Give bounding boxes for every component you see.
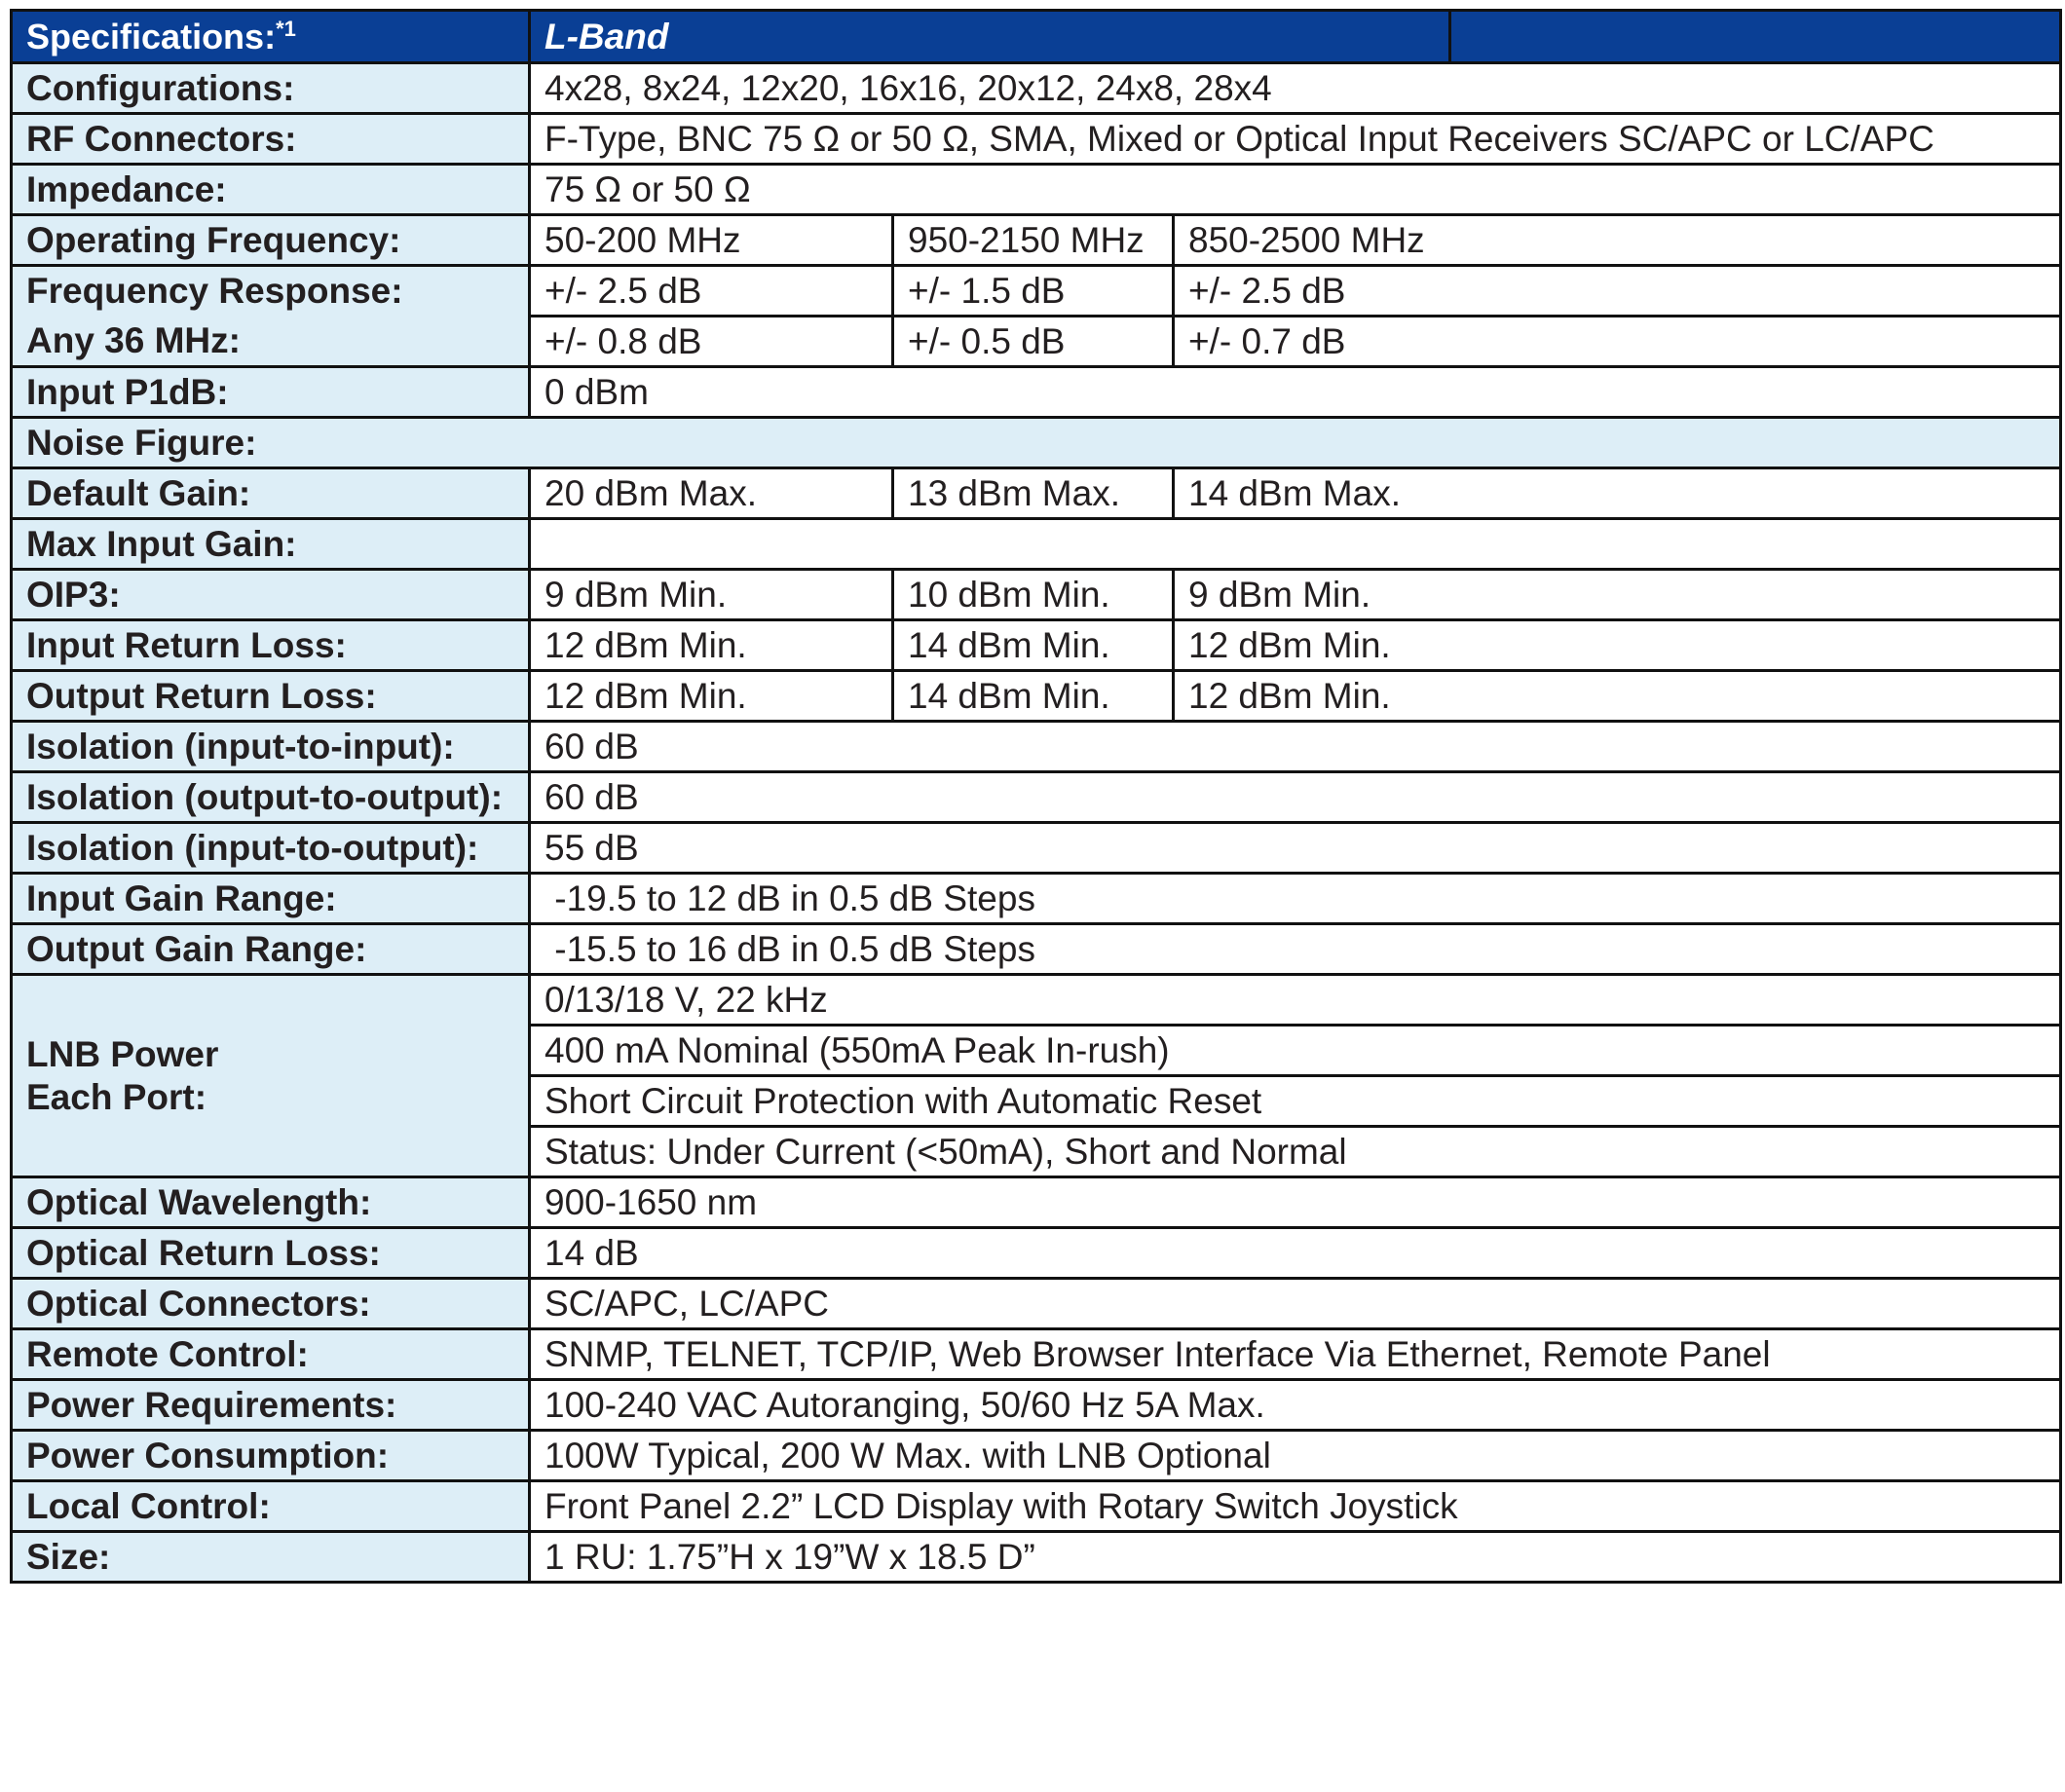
value-input-p1db: 0 dBm (530, 367, 2061, 418)
label-any-36-mhz: Any 36 MHz: (12, 317, 530, 367)
row-size (12, 1532, 2061, 1583)
label-oip3: OIP3: (12, 570, 530, 620)
spec-header-cell (12, 11, 530, 63)
row-optical-return-loss (12, 1228, 2061, 1279)
value-frequency-response-1: +/- 2.5 dB (530, 266, 893, 317)
label-output-return-loss: Output Return Loss: (12, 671, 530, 722)
spec-header-label: Specifications: (26, 16, 277, 56)
row-optical-connectors (12, 1279, 2061, 1329)
row-input-p1db (12, 367, 2061, 418)
row-isolation-output-to-output (12, 772, 2061, 823)
label-lnb-power (12, 975, 530, 1177)
label-optical-connectors: Optical Connectors: (12, 1279, 530, 1329)
value-input-return-loss-3: 12 dBm Min. (1174, 620, 2061, 671)
label-configurations: Configurations: (12, 63, 530, 114)
value-lnb-power-2: 400 mA Nominal (550mA Peak In-rush) (530, 1026, 2061, 1076)
value-default-gain-1: 20 dBm Max. (530, 468, 893, 519)
row-optical-wavelength (12, 1177, 2061, 1228)
value-isolation-input-to-input: 60 dB (530, 722, 2061, 772)
label-power-requirements: Power Requirements: (12, 1380, 530, 1431)
value-input-gain-range: -19.5 to 12 dB in 0.5 dB Steps (530, 874, 2061, 924)
value-local-control: Front Panel 2.2” LCD Display with Rotary Switch Joystick (530, 1481, 2061, 1532)
label-frequency-response: Frequency Response: (12, 266, 530, 317)
value-optical-wavelength: 900-1650 nm (530, 1177, 2061, 1228)
row-rf-connectors (12, 114, 2061, 165)
label-isolation-output-to-output: Isolation (output-to-output): (12, 772, 530, 823)
label-impedance: Impedance: (12, 165, 530, 215)
value-size: 1 RU: 1.75”H x 19”W x 18.5 D” (530, 1532, 2061, 1583)
label-isolation-input-to-output: Isolation (input-to-output): (12, 823, 530, 874)
value-oip3-1: 9 dBm Min. (530, 570, 893, 620)
row-isolation-input-to-output (12, 823, 2061, 874)
label-noise-figure: Noise Figure: (12, 418, 2061, 468)
value-operating-frequency-3: 850-2500 MHz (1174, 215, 2061, 266)
value-optical-connectors: SC/APC, LC/APC (530, 1279, 2061, 1329)
value-input-return-loss-2: 14 dBm Min. (893, 620, 1174, 671)
value-isolation-input-to-output: 55 dB (530, 823, 2061, 874)
row-output-gain-range (12, 924, 2061, 975)
value-optical-return-loss: 14 dB (530, 1228, 2061, 1279)
label-input-return-loss: Input Return Loss: (12, 620, 530, 671)
value-any-36-mhz-1: +/- 0.8 dB (530, 317, 893, 367)
specifications-table (10, 9, 2062, 1584)
value-isolation-output-to-output: 60 dB (530, 772, 2061, 823)
value-output-gain-range: -15.5 to 16 dB in 0.5 dB Steps (530, 924, 2061, 975)
label-optical-return-loss: Optical Return Loss: (12, 1228, 530, 1279)
row-local-control (12, 1481, 2061, 1532)
value-power-consumption: 100W Typical, 200 W Max. with LNB Optional (530, 1431, 2061, 1481)
row-remote-control (12, 1329, 2061, 1380)
value-operating-frequency-1: 50-200 MHz (530, 215, 893, 266)
label-input-gain-range: Input Gain Range: (12, 874, 530, 924)
label-remote-control: Remote Control: (12, 1329, 530, 1380)
row-operating-frequency (12, 215, 2061, 266)
value-frequency-response-3: +/- 2.5 dB (1174, 266, 2061, 317)
row-power-requirements (12, 1380, 2061, 1431)
value-any-36-mhz-3: +/- 0.7 dB (1174, 317, 2061, 367)
row-input-return-loss (12, 620, 2061, 671)
label-output-gain-range: Output Gain Range: (12, 924, 530, 975)
value-rf-connectors: F-Type, BNC 75 Ω or 50 Ω, SMA, Mixed or Optical Input Receivers SC/APC or LC/APC (530, 114, 2061, 165)
value-output-return-loss-1: 12 dBm Min. (530, 671, 893, 722)
value-default-gain-2: 13 dBm Max. (893, 468, 1174, 519)
row-output-return-loss (12, 671, 2061, 722)
label-size: Size: (12, 1532, 530, 1583)
row-configurations (12, 63, 2061, 114)
row-oip3 (12, 570, 2061, 620)
row-max-input-gain (12, 519, 2061, 570)
label-input-p1db: Input P1dB: (12, 367, 530, 418)
row-frequency-response (12, 266, 2061, 317)
value-input-return-loss-1: 12 dBm Min. (530, 620, 893, 671)
value-output-return-loss-3: 12 dBm Min. (1174, 671, 2061, 722)
value-configurations: 4x28, 8x24, 12x20, 16x16, 20x12, 24x8, 28x4 (530, 63, 2061, 114)
empty-header-cell (1450, 11, 2061, 63)
header-row (12, 11, 2061, 63)
row-power-consumption (12, 1431, 2061, 1481)
label-default-gain: Default Gain: (12, 468, 530, 519)
value-impedance: 75 Ω or 50 Ω (530, 165, 2061, 215)
value-power-requirements: 100-240 VAC Autoranging, 50/60 Hz 5A Max. (530, 1380, 2061, 1431)
value-oip3-2: 10 dBm Min. (893, 570, 1174, 620)
band-header-cell: L-Band (530, 11, 1450, 63)
row-impedance (12, 165, 2061, 215)
row-lnb-power-1 (12, 975, 2061, 1026)
label-max-input-gain: Max Input Gain: (12, 519, 530, 570)
row-default-gain (12, 468, 2061, 519)
label-local-control: Local Control: (12, 1481, 530, 1532)
value-lnb-power-3: Short Circuit Protection with Automatic Reset (530, 1076, 2061, 1127)
label-lnb-power-line1: LNB Power (26, 1033, 219, 1074)
label-operating-frequency: Operating Frequency: (12, 215, 530, 266)
label-optical-wavelength: Optical Wavelength: (12, 1177, 530, 1228)
row-any-36-mhz (12, 317, 2061, 367)
row-isolation-input-to-input (12, 722, 2061, 772)
value-remote-control: SNMP, TELNET, TCP/IP, Web Browser Interface Via Ethernet, Remote Panel (530, 1329, 2061, 1380)
value-lnb-power-4: Status: Under Current (<50mA), Short and Normal (530, 1127, 2061, 1177)
value-any-36-mhz-2: +/- 0.5 dB (893, 317, 1174, 367)
label-power-consumption: Power Consumption: (12, 1431, 530, 1481)
row-input-gain-range (12, 874, 2061, 924)
spec-table-container (10, 9, 2059, 1584)
value-oip3-3: 9 dBm Min. (1174, 570, 2061, 620)
value-lnb-power-1: 0/13/18 V, 22 kHz (530, 975, 2061, 1026)
label-lnb-power-line2: Each Port: (26, 1076, 207, 1117)
value-max-input-gain (530, 519, 2061, 570)
label-rf-connectors: RF Connectors: (12, 114, 530, 165)
row-noise-figure (12, 418, 2061, 468)
value-operating-frequency-2: 950-2150 MHz (893, 215, 1174, 266)
value-frequency-response-2: +/- 1.5 dB (893, 266, 1174, 317)
footnote-marker: *1 (276, 16, 296, 41)
label-isolation-input-to-input: Isolation (input-to-input): (12, 722, 530, 772)
value-output-return-loss-2: 14 dBm Min. (893, 671, 1174, 722)
value-default-gain-3: 14 dBm Max. (1174, 468, 2061, 519)
